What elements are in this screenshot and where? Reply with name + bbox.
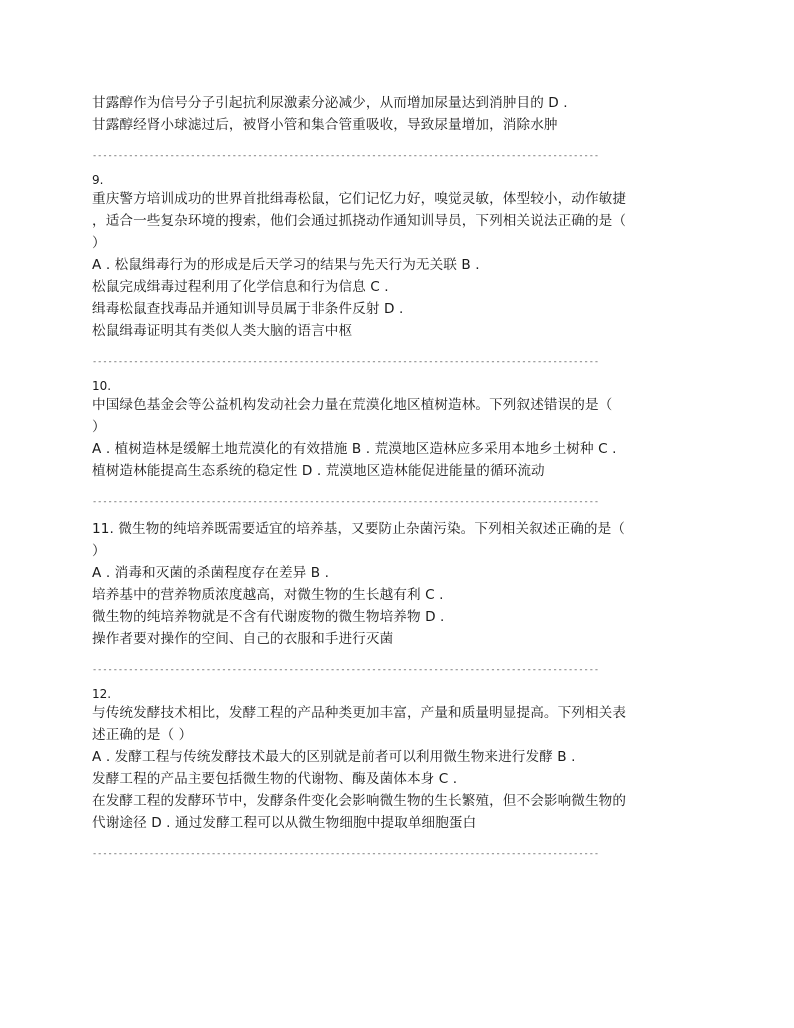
question-number: 9. (92, 173, 104, 187)
question-12 (92, 686, 712, 834)
question-line: 在发酵工程的发酵环节中，发酵条件变化会影响微生物的生长繁殖，但不会影响微生物的 (92, 793, 627, 809)
question-line: ） (92, 543, 106, 559)
question-10 (92, 378, 712, 482)
question-number: 10. (92, 379, 112, 393)
question-line: A . 发酵工程与传统发酵技术最大的区别就是前者可以利用微生物来进行发酵 B . (92, 749, 576, 765)
intro-line: 甘露醇经肾小球滤过后，被肾小管和集合管重吸收，导致尿量增加，消除水肿 (92, 117, 558, 133)
question-line: 述正确的是（ ） (92, 727, 193, 743)
question-line: 发酵工程的产品主要包括微生物的代谢物、酶及菌体本身 C . (92, 771, 458, 787)
question-line: A . 松鼠缉毒行为的形成是后天学习的结果与先天行为无关联 B . (92, 257, 480, 273)
question-line: 缉毒松鼠查找毒品并通知训导员属于非条件反射 D . (92, 301, 404, 317)
separator-line: -------------------------------------------------------------------------------------------------- (92, 151, 600, 161)
question-line: ，适合一些复杂环境的搜索，他们会通过抓挠动作通知训导员，下列相关说法正确的是（ (92, 213, 627, 229)
question-line: A . 消毒和灭菌的杀菌程度存在差异 B . (92, 565, 330, 581)
question-line: 中国绿色基金会等公益机构发动社会力量在荒漠化地区植树造林。下列叙述错误的是（ (92, 397, 613, 413)
question-line: 操作者要对操作的空间、自己的衣服和手进行灭菌 (92, 631, 394, 647)
separator-line: -------------------------------------------------------------------------------------------------- (92, 665, 600, 675)
question-line: 11. 微生物的纯培养既需要适宜的培养基，又要防止杂菌污染。下列相关叙述正确的是（ (92, 521, 626, 537)
question-line: 与传统发酵技术相比，发酵工程的产品种类更加丰富，产量和质量明显提高。下列相关表 (92, 705, 627, 721)
question-9 (92, 172, 712, 342)
question-line: A . 植树造林是缓解土地荒漠化的有效措施 B . 荒漠地区造林应多采用本地乡土树种 C . (92, 441, 617, 457)
question-line: 松鼠完成缉毒过程利用了化学信息和行为信息 C . (92, 279, 389, 295)
intro-block (92, 92, 712, 136)
question-11 (92, 518, 712, 650)
separator-line: -------------------------------------------------------------------------------------------------- (92, 849, 600, 859)
question-line: ） (92, 419, 106, 435)
separator-line: -------------------------------------------------------------------------------------------------- (92, 497, 600, 507)
question-number: 12. (92, 687, 112, 701)
question-line: 代谢途径 D . 通过发酵工程可以从微生物细胞中提取单细胞蛋白 (92, 815, 477, 831)
question-line: 松鼠缉毒证明其有类似人类大脑的语言中枢 (92, 323, 353, 339)
question-line: 微生物的纯培养物就是不含有代谢废物的微生物培养物 D . (92, 609, 445, 625)
question-line: 重庆警方培训成功的世界首批缉毒松鼠，它们记忆力好，嗅觉灵敏，体型较小，动作敏捷 (92, 191, 627, 207)
question-line: 植树造林能提高生态系统的稳定性 D . 荒漠地区造林能促进能量的循环流动 (92, 463, 545, 479)
intro-line: 甘露醇作为信号分子引起抗利尿激素分泌减少，从而增加尿量达到消肿目的 D . (92, 95, 568, 111)
question-line: ） (92, 235, 106, 251)
question-line: 培养基中的营养物质浓度越高，对微生物的生长越有利 C . (92, 587, 444, 603)
separator-line: -------------------------------------------------------------------------------------------------- (92, 357, 600, 367)
document-page (92, 92, 712, 870)
